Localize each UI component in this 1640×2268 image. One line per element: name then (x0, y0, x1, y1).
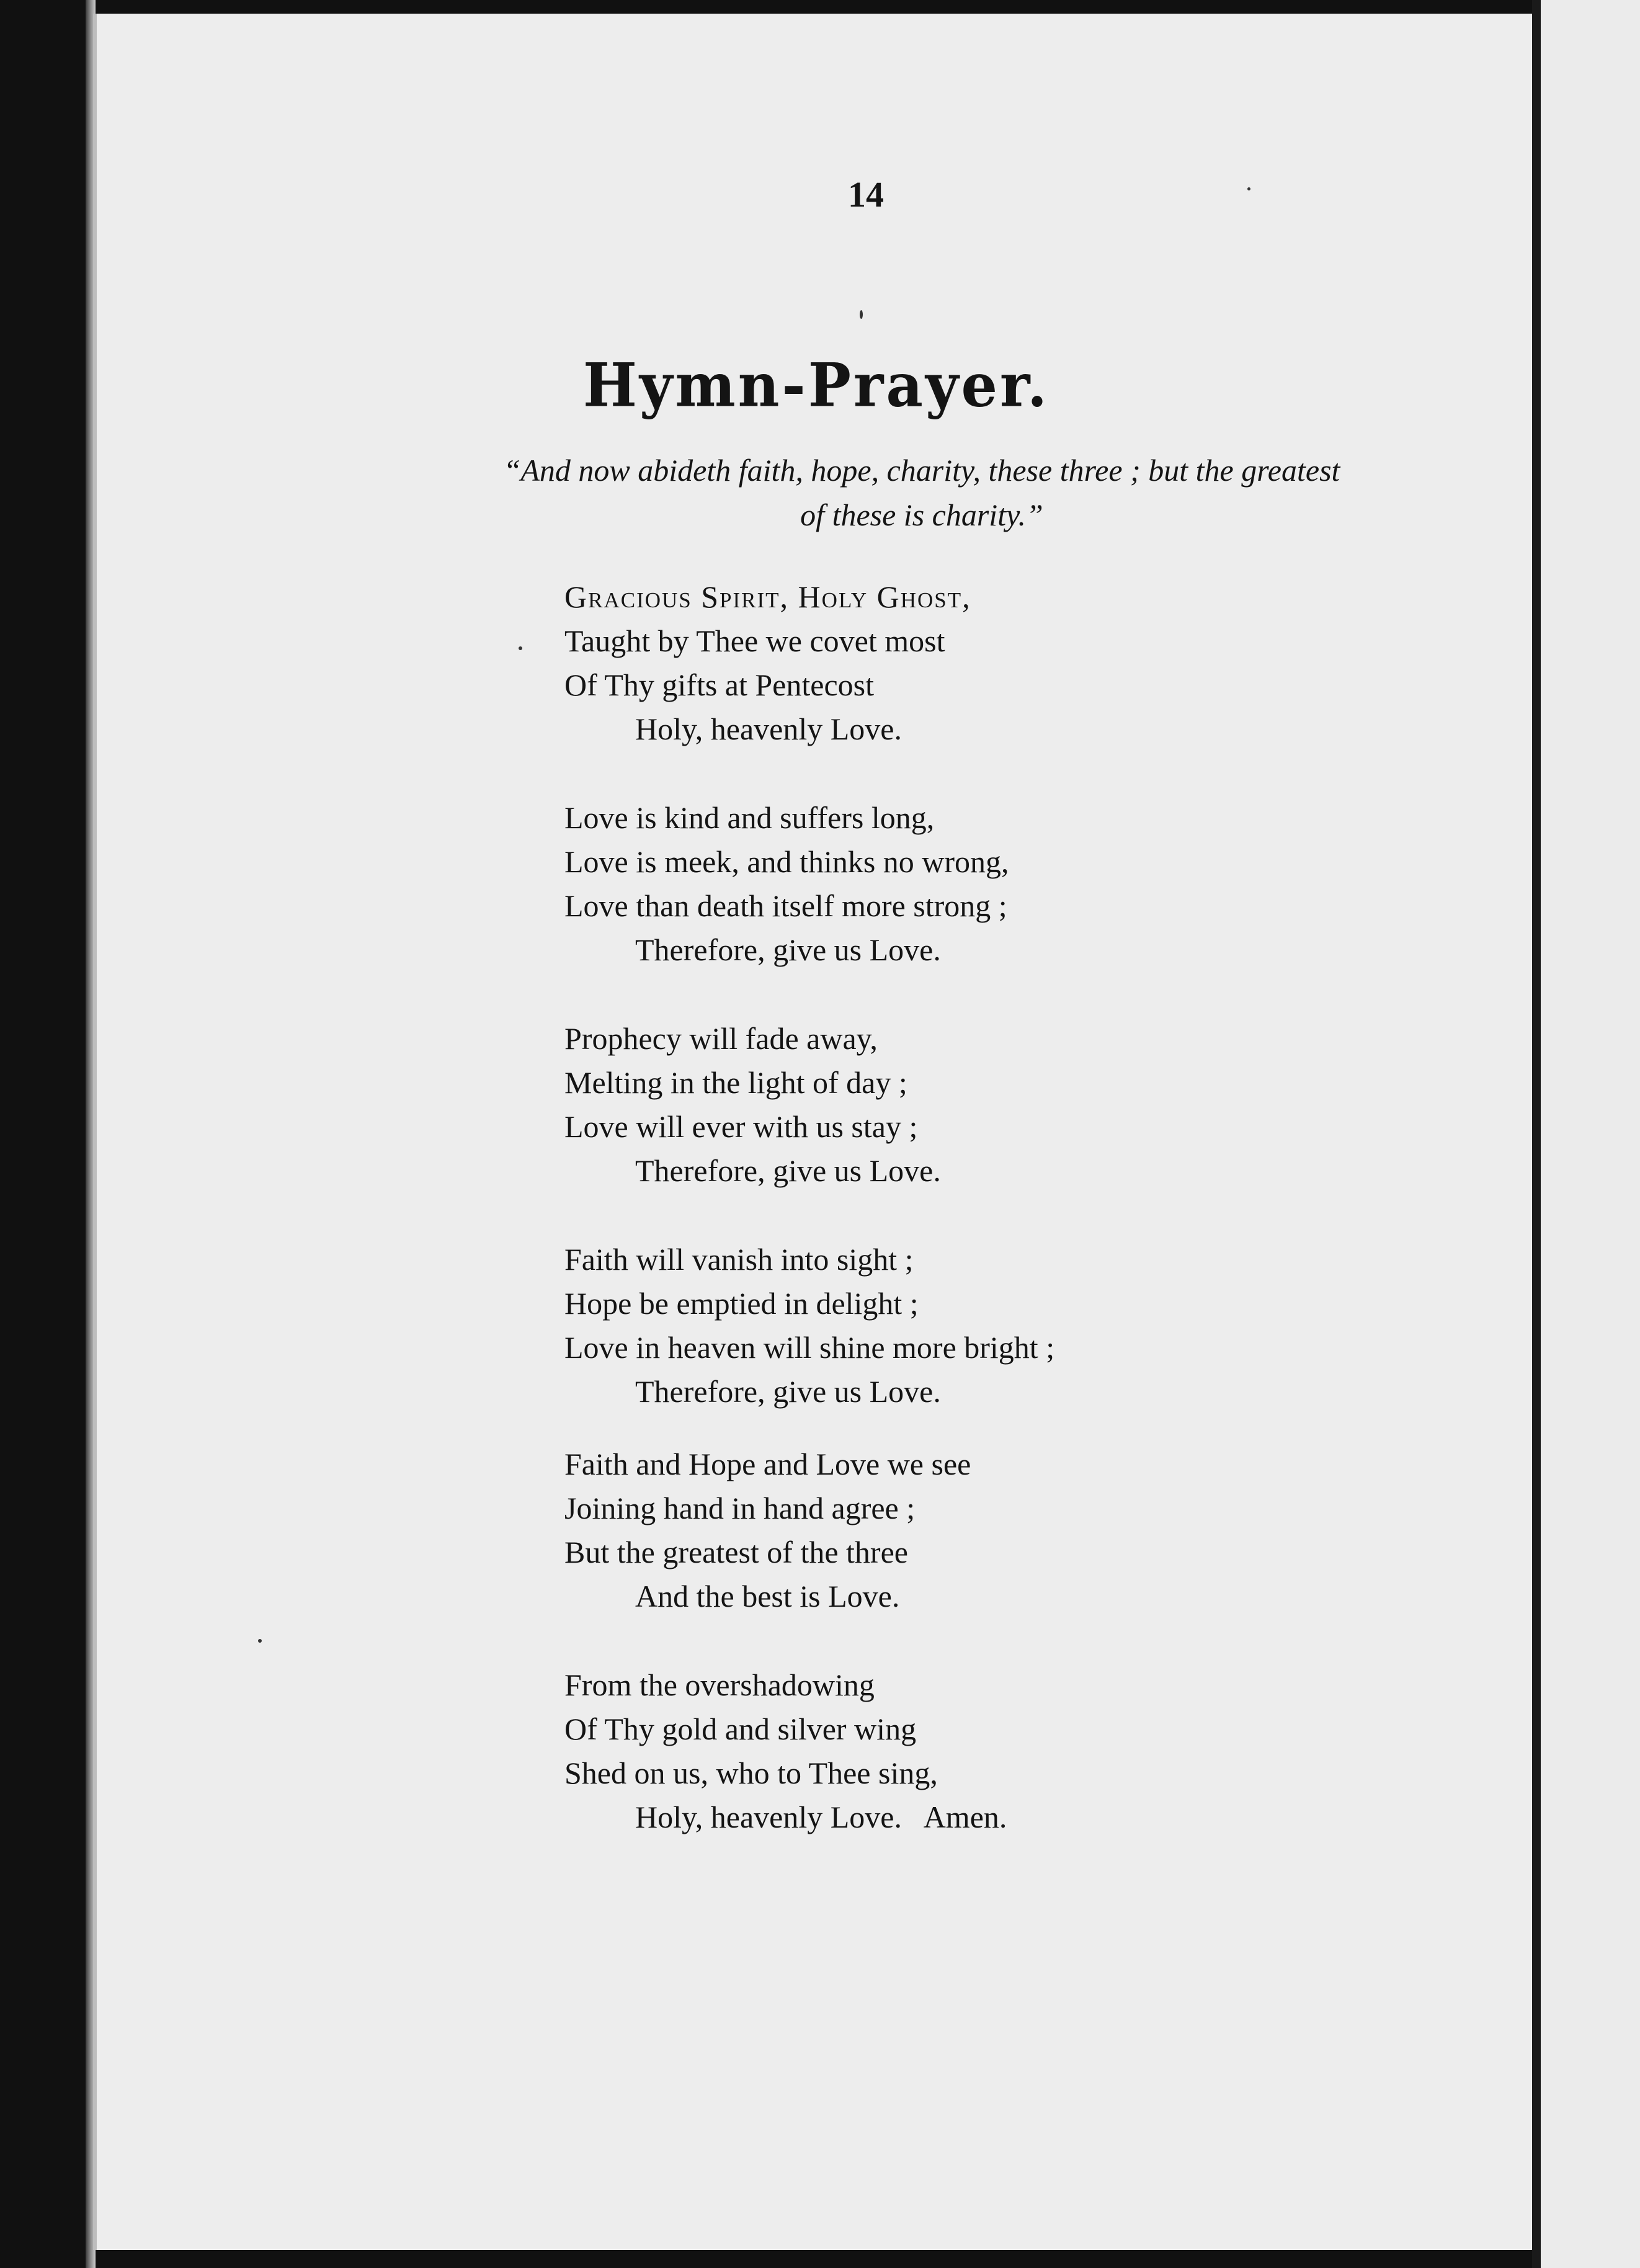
poem-refrain: Therefore, give us Love. (635, 1374, 941, 1409)
poem-line: Joining hand in hand agree ; (564, 1491, 916, 1525)
poem-line: Love will ever with us stay ; (564, 1109, 918, 1144)
speck (860, 310, 863, 319)
poem-line: Melting in the light of day ; (564, 1065, 907, 1100)
poem-line: Love is meek, and thinks no wrong, (564, 844, 1009, 879)
poem-line: Love is kind and suffers long, (564, 800, 935, 835)
poem-refrain: Therefore, give us Love. (635, 932, 941, 967)
poem-line: Shed on us, who to Thee sing, (564, 1756, 938, 1790)
speck (258, 1639, 262, 1643)
poem-line: Love than death itself more strong ; (564, 888, 1007, 923)
stanza-6 (564, 1663, 1371, 1839)
poem-line: Love in heaven will shine more bright ; (564, 1330, 1055, 1365)
poem-line: From the overshadowing (564, 1668, 875, 1702)
poem-line: Faith will vanish into sight ; (564, 1242, 914, 1277)
stanza-4 (564, 1238, 1371, 1414)
epigraph-line: “And now abideth faith, hope, charity, these three ; but the greatest (503, 453, 1340, 488)
poem-refrain: Holy, heavenly Love. (635, 712, 902, 746)
poem-line: Faith and Hope and Love we see (564, 1447, 971, 1481)
epigraph (357, 448, 1486, 537)
speck (1247, 187, 1250, 190)
hymn-title: Hymn-Prayer. (582, 350, 1050, 421)
poem-refrain: Holy, heavenly Love. Amen. (635, 1800, 1007, 1834)
stanza-1 (564, 575, 1371, 751)
poem-line: Prophecy will fade away, (564, 1021, 878, 1056)
poem-line: Taught by Thee we covet most (564, 623, 945, 658)
stanza-2 (564, 796, 1371, 972)
stanza-5 (564, 1442, 1371, 1618)
poem-line: Of Thy gold and silver wing (564, 1712, 917, 1746)
poem-line: Hope be emptied in delight ; (564, 1286, 919, 1321)
poem-line: Of Thy gifts at Pentecost (564, 667, 874, 702)
poem-line: But the greatest of the three (564, 1535, 908, 1569)
page-number: 14 (848, 174, 884, 215)
book-page (93, 14, 1536, 2250)
poem-refrain: Therefore, give us Love. (635, 1153, 941, 1188)
adjacent-page-edge (1532, 0, 1640, 2268)
poem (564, 575, 1371, 1884)
epigraph-line: of these is charity.” (800, 498, 1043, 532)
speck (519, 646, 522, 650)
poem-refrain: And the best is Love. (635, 1579, 900, 1614)
poem-line: Gracious Spirit, Holy Ghost, (564, 579, 971, 614)
stanza-3 (564, 1017, 1371, 1193)
